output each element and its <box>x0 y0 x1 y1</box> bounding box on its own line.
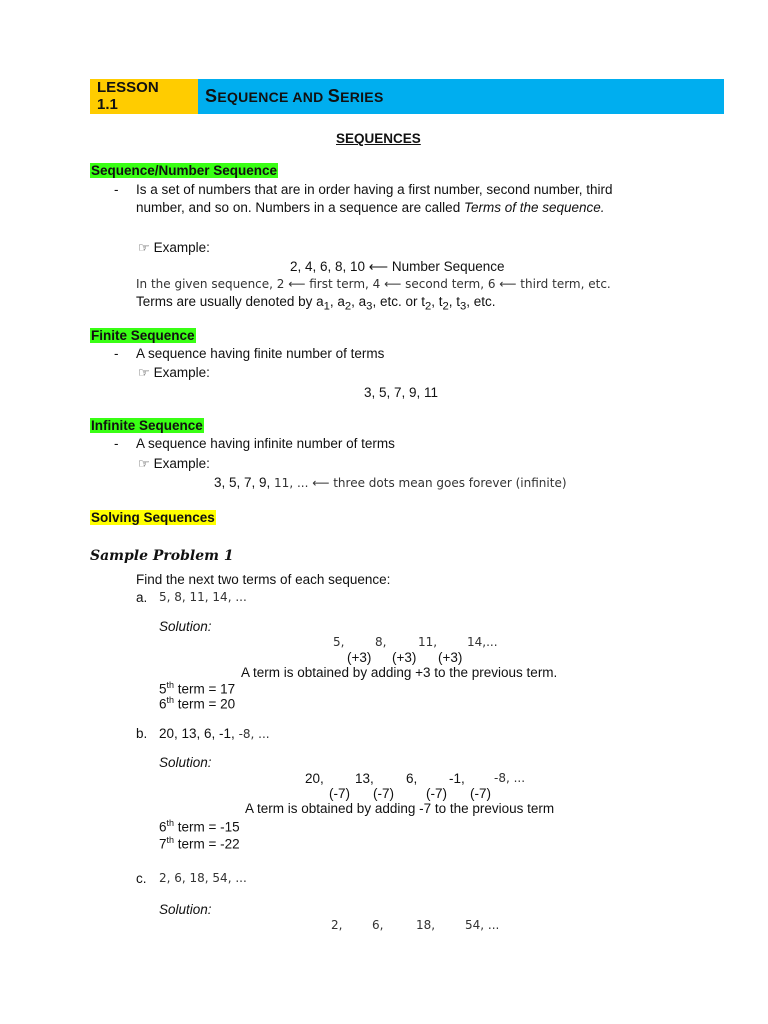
example-text: Example: <box>153 240 210 255</box>
infinite-example-sequence <box>214 475 567 490</box>
difference: (+3) <box>347 650 372 665</box>
denoted-text: , etc. or t <box>372 294 425 309</box>
denoted-text: , etc. <box>466 294 496 309</box>
example-text: Example: <box>153 456 210 471</box>
lesson-number: 1.1 <box>97 96 118 113</box>
heading-solving <box>90 510 216 525</box>
term: 8, <box>375 635 387 649</box>
difference: (-7) <box>470 786 491 801</box>
superscript: th <box>166 818 175 828</box>
solution-label: Solution: <box>159 902 212 917</box>
definition-italic: Terms of the sequence. <box>463 200 605 215</box>
denoted-text: , t <box>431 294 443 309</box>
term: 5, <box>333 635 345 649</box>
answer-text: 7 <box>159 836 167 852</box>
sequence-text: 20, 13, 6, -1, <box>159 726 239 741</box>
term: 13, <box>355 771 374 786</box>
answer-text: 6 <box>159 696 167 712</box>
sample-problem-title: Sample Problem 1 <box>90 548 234 564</box>
answer-text: 5 <box>159 681 167 697</box>
title-part: ERIES <box>340 89 384 105</box>
difference: (+3) <box>392 650 417 665</box>
term: 54, ... <box>465 918 500 932</box>
rule-line: A term is obtained by adding -7 to the previous term <box>245 801 555 816</box>
problem-instruction: Find the next two terms of each sequence: <box>136 572 391 587</box>
definition-line: Is a set of numbers that are in order having a first number, second number, third <box>136 182 613 197</box>
term: 11, <box>418 635 438 649</box>
answer-text: term = -15 <box>174 819 240 835</box>
denoted-text: , a <box>329 294 345 309</box>
lesson-word: LESSON <box>97 79 159 96</box>
difference: (-7) <box>373 786 394 801</box>
term: 6, <box>372 918 384 932</box>
term: 20, <box>305 771 324 786</box>
subscript: 3 <box>460 300 467 313</box>
rule-line: A term is obtained by adding +3 to the previous term. <box>241 665 558 680</box>
definition-text: number, and so on. Numbers in a sequence are called <box>136 200 464 215</box>
pointing-hand-icon: ☞ <box>138 240 150 255</box>
subscript: 2 <box>424 300 432 313</box>
heading-finite <box>90 328 196 343</box>
sequence-note: 11, ... ⟵ three dots mean goes forever (infinite) <box>274 476 567 490</box>
difference: (+3) <box>438 650 463 665</box>
sequence-text: 3, 5, 7, 9, <box>214 475 275 490</box>
answer-line <box>159 835 240 852</box>
denoted-text: , t <box>448 294 461 309</box>
difference: (-7) <box>426 786 447 801</box>
subscript: 3 <box>366 300 373 313</box>
subscript: 2 <box>344 300 352 313</box>
list-dash: - <box>114 436 119 451</box>
example-label <box>138 365 210 381</box>
example-label <box>138 240 210 256</box>
example-text: Example: <box>153 365 210 380</box>
term: -8, ... <box>494 771 526 785</box>
term: -1, <box>449 771 465 786</box>
pointing-hand-icon: ☞ <box>138 365 150 380</box>
finite-description: A sequence having finite number of terms <box>136 346 385 361</box>
problem-sequence: 5, 8, 11, 14, ... <box>159 590 247 604</box>
answer-text: term = 20 <box>174 696 236 712</box>
heading-text: Finite Sequence <box>91 328 195 343</box>
denoted-line <box>136 294 496 313</box>
term: 2, <box>331 918 343 932</box>
term: 6, <box>406 771 418 786</box>
list-dash: - <box>114 346 119 361</box>
finite-example-sequence: 3, 5, 7, 9, 11 <box>364 385 439 400</box>
subscript: 1 <box>323 300 330 313</box>
superscript: th <box>166 835 175 845</box>
term: 14,... <box>467 635 498 649</box>
heading-text: Sequence/Number Sequence <box>91 163 278 178</box>
sequence-text: -8, ... <box>238 727 270 741</box>
given-line: In the given sequence, 2 ⟵ first term, 4 ⟵ second term, 6 ⟵ third term, etc. <box>136 277 611 291</box>
heading-text: Solving Sequences <box>91 510 215 525</box>
answer-text: term = 17 <box>174 681 236 697</box>
answer-line <box>159 818 240 835</box>
denoted-text: Terms are usually denoted by a <box>136 294 324 309</box>
problem-sequence <box>159 726 270 741</box>
list-dash: - <box>114 182 119 197</box>
heading-text: Infinite Sequence <box>91 418 203 433</box>
item-label: a. <box>136 590 148 605</box>
section-title: SEQUENCES <box>336 131 421 146</box>
answer-line <box>159 695 235 712</box>
problem-sequence: 2, 6, 18, 54, ... <box>159 871 247 885</box>
superscript: th <box>166 680 175 690</box>
example-sequence: 2, 4, 6, 8, 10 ⟵ Number Sequence <box>290 259 505 274</box>
example-label <box>138 456 210 472</box>
title-part: EQUENCE AND <box>217 89 328 105</box>
difference: (-7) <box>329 786 350 801</box>
lesson-title <box>205 86 384 107</box>
denoted-text: , a <box>351 294 367 309</box>
superscript: th <box>166 695 175 705</box>
title-initial: S <box>205 86 218 106</box>
heading-sequence <box>90 163 278 178</box>
infinite-description: A sequence having infinite number of terms <box>136 436 395 451</box>
lesson-label <box>97 79 159 113</box>
answer-text: 6 <box>159 819 167 835</box>
item-label: c. <box>136 871 147 886</box>
subscript: 2 <box>442 300 449 313</box>
solution-label: Solution: <box>159 619 212 634</box>
pointing-hand-icon: ☞ <box>138 456 150 471</box>
solution-label: Solution: <box>159 755 212 770</box>
title-initial: S <box>327 86 341 106</box>
definition-line <box>136 200 605 215</box>
item-label: b. <box>136 726 148 741</box>
answer-text: term = -22 <box>174 836 240 852</box>
term: 18, <box>416 918 436 932</box>
heading-infinite <box>90 418 204 433</box>
